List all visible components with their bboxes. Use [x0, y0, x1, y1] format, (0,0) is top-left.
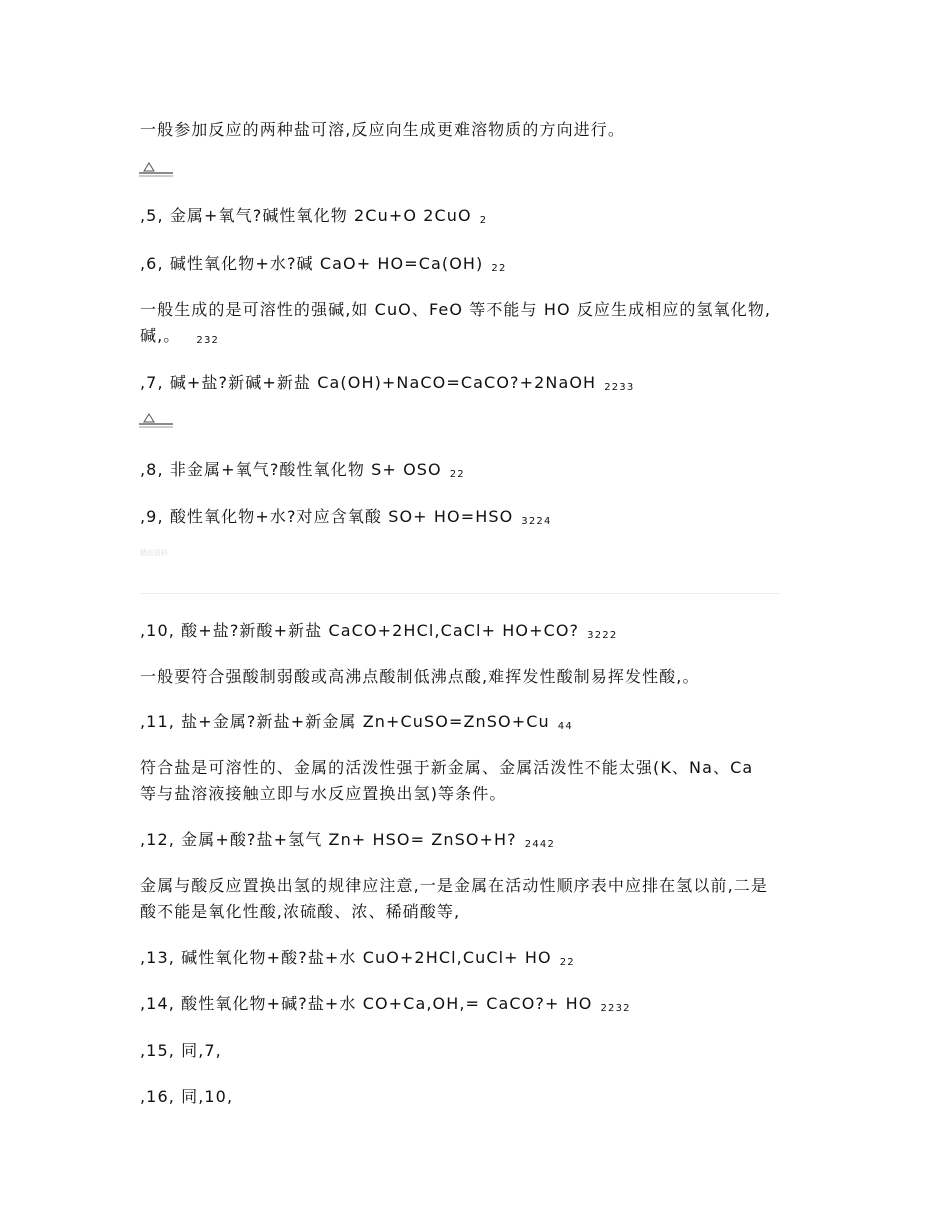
reaction-line-15: ,15, 同,7, [140, 1041, 222, 1060]
reaction-line-6: ,6, 碱性氧化物+水?碱 CaO+ HO=Ca(OH) $_{22}$ [140, 254, 507, 274]
page-divider [140, 593, 780, 594]
reaction-line-9: ,9, 酸性氧化物+水?对应含氧酸 SO+ HO=HSO $_{3224}$ [140, 507, 552, 527]
reaction-line-10: ,10, 酸+盐?新酸+新盐 CaCO+2HCl,CaCl+ HO+CO? $_{3222}$ [140, 621, 618, 641]
note-paragraph-salt-metal: 符合盐是可溶性的、金属的活泼性强于新金属、金属活泼性不能太强(K、Na、Ca 等与盐溶液接触立即与水反应置换出氢)等条件。 [140, 758, 754, 803]
note-paragraph-metal-acid: 金属与酸反应置换出氢的规律应注意,一是金属在活动性顺序表中应排在氢以前,二是 酸不能是氧化性酸,浓硫酸、浓、稀硝酸等, [140, 876, 768, 921]
reaction-line-16: ,16, 同,10, [140, 1087, 234, 1106]
note-paragraph-strong-base: 一般生成的是可溶性的强碱,如 CuO、FeO 等不能与 HO 反应生成相应的氢氧化物, 碱,。 $_{232}$ [140, 300, 772, 346]
heat-condition-icon [138, 160, 174, 176]
reaction-line-14: ,14, 酸性氧化物+碱?盐+水 CO+Ca,OH,= CaCO?+ HO $_{2232}$ [140, 994, 631, 1014]
reaction-line-12: ,12, 金属+酸?盐+氢气 Zn+ HSO= ZnSO+H? $_{2442}$ [140, 830, 556, 850]
watermark-text: 精品资料 [140, 549, 168, 557]
text-line-salt-reaction: 一般参加反应的两种盐可溶,反应向生成更难溶物质的方向进行。 [140, 120, 625, 139]
reaction-line-11: ,11, 盐+金属?新盐+新金属 Zn+CuSO=ZnSO+Cu $_{44}$ [140, 712, 573, 732]
heat-condition-icon [138, 411, 174, 427]
reaction-line-5: ,5, 金属+氧气?碱性氧化物 2Cu+O 2CuO $_2$ [140, 206, 488, 226]
reaction-line-13: ,13, 碱性氧化物+酸?盐+水 CuO+2HCl,CuCl+ HO $_{22}$ [140, 948, 575, 968]
note-acid-strength: 一般要符合强酸制弱酸或高沸点酸制低沸点酸,难挥发性酸制易挥发性酸,。 [140, 667, 700, 686]
reaction-line-8: ,8, 非金属+氧气?酸性氧化物 S+ OSO $_{22}$ [140, 460, 465, 480]
reaction-line-7: ,7, 碱+盐?新碱+新盐 Ca(OH)+NaCO=CaCO?+2NaOH $_{2233}$ [140, 373, 635, 393]
